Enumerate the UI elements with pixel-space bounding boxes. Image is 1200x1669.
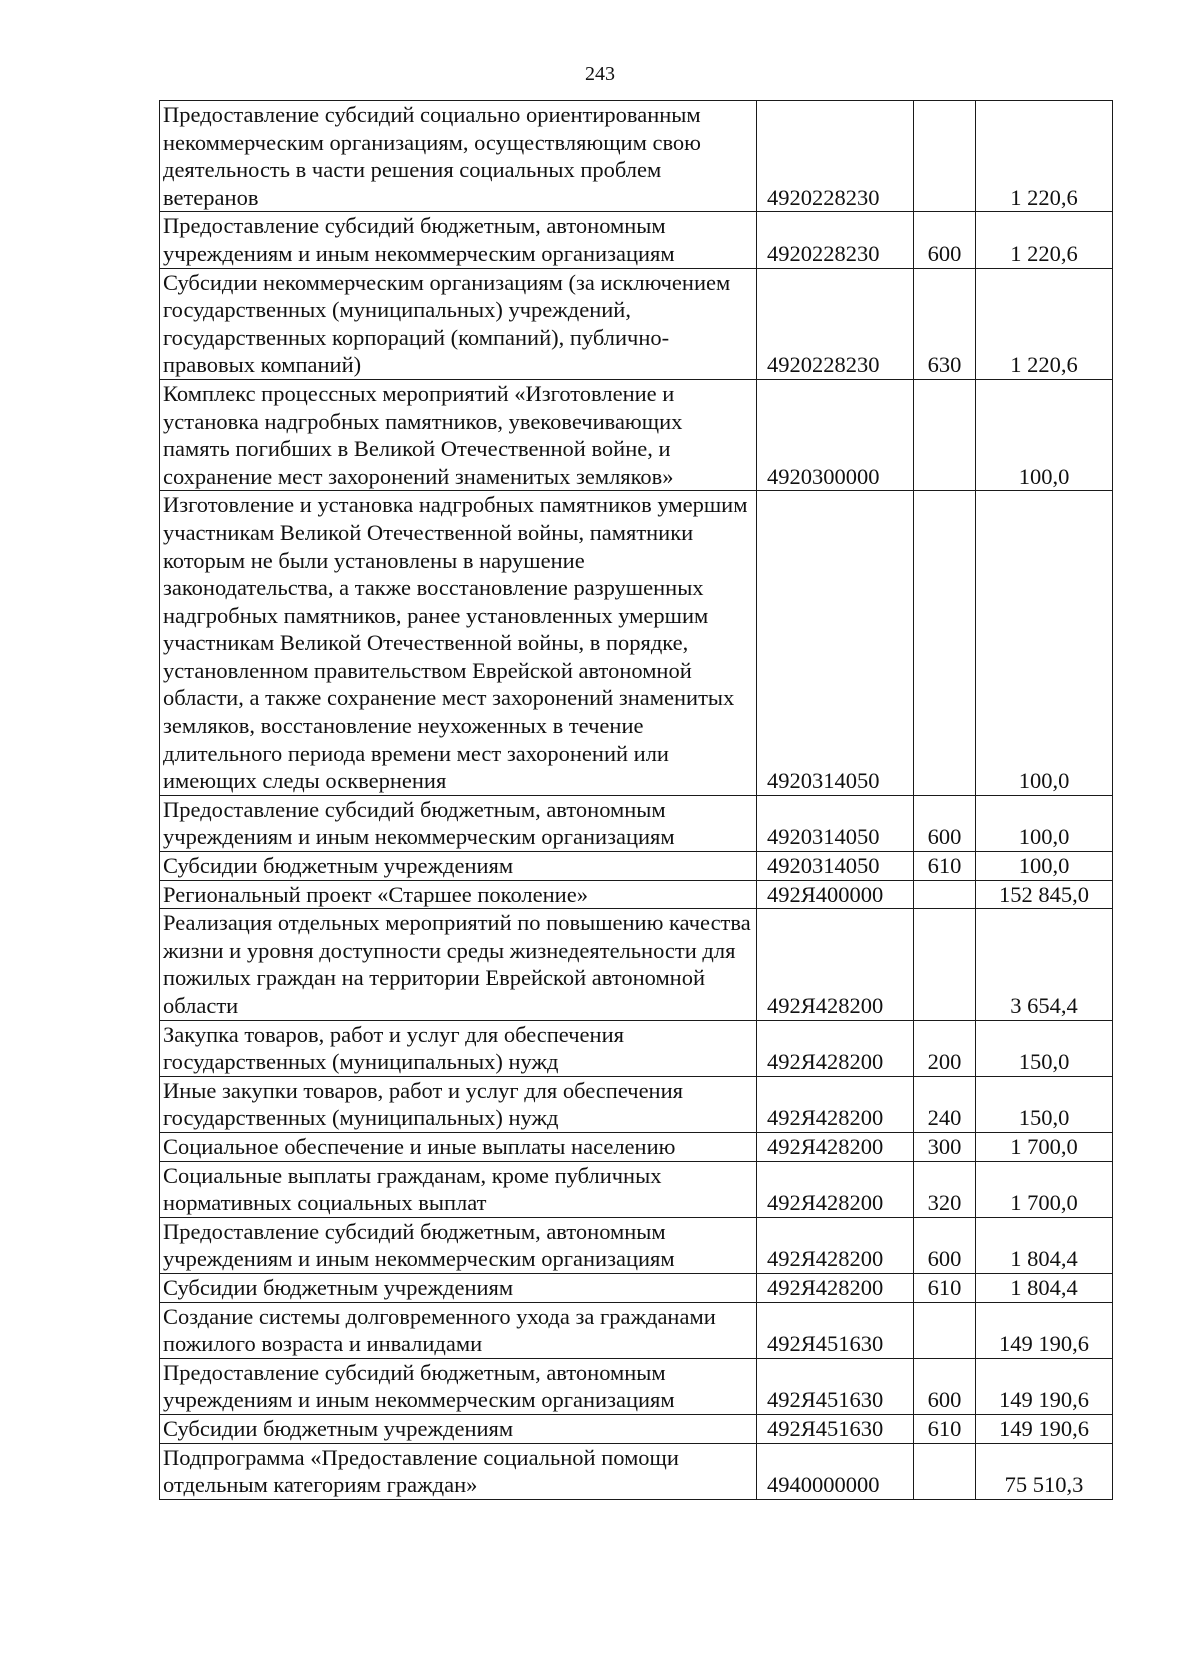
row-name-cell	[160, 1076, 757, 1132]
row-expense-type: 600	[914, 212, 976, 268]
table-row	[160, 1020, 1113, 1076]
row-name-cell	[160, 101, 757, 212]
page-number: 243	[585, 63, 615, 85]
row-expense-type	[914, 1443, 976, 1499]
table-row	[160, 880, 1113, 909]
row-code: 4920314050	[757, 795, 914, 851]
row-amount: 100,0	[976, 795, 1113, 851]
table-row	[160, 795, 1113, 851]
row-expense-type: 610	[914, 1414, 976, 1443]
row-amount: 1 804,4	[976, 1273, 1113, 1302]
row-name: Предоставление субсидий бюджетным, автономным учреждениям и иным некоммерческим организациям	[163, 1218, 675, 1272]
row-name-cell	[160, 1161, 757, 1217]
row-expense-type	[914, 101, 976, 212]
row-code: 4920228230	[757, 101, 914, 212]
table-row	[160, 268, 1113, 379]
row-expense-type: 600	[914, 1358, 976, 1414]
row-name-cell	[160, 880, 757, 909]
table-row	[160, 1076, 1113, 1132]
table-row	[160, 1217, 1113, 1273]
table-row	[160, 1414, 1113, 1443]
row-expense-type	[914, 880, 976, 909]
row-expense-type	[914, 491, 976, 796]
row-code: 492Я428200	[757, 1020, 914, 1076]
table-row	[160, 1273, 1113, 1302]
row-expense-type	[914, 1302, 976, 1358]
table-row	[160, 1132, 1113, 1161]
row-expense-type: 600	[914, 795, 976, 851]
row-expense-type: 610	[914, 852, 976, 881]
row-expense-type: 600	[914, 1217, 976, 1273]
table-row	[160, 1302, 1113, 1358]
row-name-cell	[160, 212, 757, 268]
row-name: Создание системы долговременного ухода за гражданами пожилого возраста и инвалидами	[163, 1303, 716, 1357]
row-code: 4920300000	[757, 379, 914, 490]
row-name: Субсидии бюджетным учреждениям	[163, 853, 514, 879]
row-expense-type: 240	[914, 1076, 976, 1132]
row-amount: 1 220,6	[976, 212, 1113, 268]
row-name-cell	[160, 491, 757, 796]
row-name-cell	[160, 1273, 757, 1302]
budget-table-body	[160, 101, 1113, 1500]
row-amount: 1 700,0	[976, 1161, 1113, 1217]
row-code: 492Я428200	[757, 1132, 914, 1161]
row-code: 4920314050	[757, 491, 914, 796]
row-amount: 150,0	[976, 1076, 1113, 1132]
row-expense-type: 300	[914, 1132, 976, 1161]
budget-table	[159, 100, 1113, 1500]
table-row	[160, 1358, 1113, 1414]
row-code: 4940000000	[757, 1443, 914, 1499]
row-name-cell	[160, 379, 757, 490]
row-amount: 150,0	[976, 1020, 1113, 1076]
row-name-cell	[160, 1443, 757, 1499]
row-code: 492Я451630	[757, 1302, 914, 1358]
row-name: Комплекс процессных мероприятий «Изготовление и установка надгробных памятников, увековечивающих память погибших в Великой Отечественной войне, и сохранение мест захоронений знаменитых земляков»	[163, 380, 683, 489]
row-code: 492Я428200	[757, 1217, 914, 1273]
row-amount: 152 845,0	[976, 880, 1113, 909]
row-amount: 1 220,6	[976, 101, 1113, 212]
row-name-cell	[160, 1020, 757, 1076]
table-row	[160, 909, 1113, 1020]
table-row	[160, 1161, 1113, 1217]
row-expense-type	[914, 379, 976, 490]
row-name-cell	[160, 909, 757, 1020]
row-name: Субсидии некоммерческим организациям (за исключением государственных (муниципальных) учреждений, государственных корпораций (компаний), публично-правовых компаний)	[163, 269, 731, 378]
row-code: 492Я428200	[757, 1161, 914, 1217]
row-code: 492Я451630	[757, 1358, 914, 1414]
row-amount: 100,0	[976, 852, 1113, 881]
row-amount: 1 220,6	[976, 268, 1113, 379]
row-amount: 100,0	[976, 379, 1113, 490]
row-name-cell	[160, 795, 757, 851]
row-name-cell	[160, 268, 757, 379]
row-name: Подпрограмма «Предоставление социальной помощи отдельным категориям граждан»	[163, 1444, 679, 1498]
row-amount: 3 654,4	[976, 909, 1113, 1020]
row-name: Субсидии бюджетным учреждениям	[163, 1415, 514, 1441]
table-row	[160, 491, 1113, 796]
table-row	[160, 101, 1113, 212]
row-expense-type: 630	[914, 268, 976, 379]
row-name: Реализация отдельных мероприятий по повышению качества жизни и уровня доступности среды жизнедеятельности для пожилых граждан на территории Еврейской автономной области	[163, 910, 751, 1018]
row-name: Социальные выплаты гражданам, кроме публичных нормативных социальных выплат	[163, 1162, 662, 1216]
row-expense-type: 200	[914, 1020, 976, 1076]
row-code: 492Я428200	[757, 909, 914, 1020]
row-code: 4920228230	[757, 268, 914, 379]
row-expense-type	[914, 909, 976, 1020]
row-name-cell	[160, 852, 757, 881]
row-code: 4920228230	[757, 212, 914, 268]
row-amount: 100,0	[976, 491, 1113, 796]
row-name-cell	[160, 1302, 757, 1358]
row-amount: 149 190,6	[976, 1358, 1113, 1414]
row-amount: 75 510,3	[976, 1443, 1113, 1499]
row-code: 492Я428200	[757, 1273, 914, 1302]
row-name: Социальное обеспечение и иные выплаты населению	[163, 1133, 676, 1159]
row-name: Закупка товаров, работ и услуг для обеспечения государственных (муниципальных) нужд	[163, 1021, 624, 1075]
row-expense-type: 610	[914, 1273, 976, 1302]
row-amount: 149 190,6	[976, 1302, 1113, 1358]
row-name: Иные закупки товаров, работ и услуг для обеспечения государственных (муниципальных) нужд	[163, 1077, 683, 1131]
row-expense-type: 320	[914, 1161, 976, 1217]
table-row	[160, 212, 1113, 268]
row-name-cell	[160, 1217, 757, 1273]
table-row	[160, 1443, 1113, 1499]
table-row	[160, 852, 1113, 881]
row-amount: 1 804,4	[976, 1217, 1113, 1273]
row-name: Предоставление субсидий бюджетным, автономным учреждениям и иным некоммерческим организациям	[163, 1359, 675, 1413]
row-name: Изготовление и установка надгробных памятников умершим участникам Великой Отечественной войны, памятники которым не были установлены в нарушение законодательства, а также восстановление разрушенных надгробных памятников, ранее установленных умершим участникам Великой Отечественной войны, в порядке, установленном правительством Еврейской автономной области, а также сохранение мест захоронений знаменитых земляков, восстановление неухоженных в течение длительного периода времени мест захоронений или имеющих следы осквернения	[163, 492, 748, 794]
row-name: Предоставление субсидий бюджетным, автономным учреждениям и иным некоммерческим организациям	[163, 213, 675, 266]
row-name: Субсидии бюджетным учреждениям	[163, 1274, 514, 1300]
row-name: Предоставление субсидий бюджетным, автономным учреждениям и иным некоммерческим организациям	[163, 796, 675, 850]
row-code: 492Я400000	[757, 880, 914, 909]
row-code: 4920314050	[757, 852, 914, 881]
row-name-cell	[160, 1132, 757, 1161]
table-row	[160, 379, 1113, 490]
row-name-cell	[160, 1414, 757, 1443]
row-code: 492Я451630	[757, 1414, 914, 1443]
row-name: Предоставление субсидий социально ориентированным некоммерческим организациям, осуществляющим свою деятельность в части решения социальных проблем ветеранов	[163, 102, 701, 210]
row-amount: 1 700,0	[976, 1132, 1113, 1161]
row-name: Региональный проект «Старшее поколение»	[163, 881, 588, 907]
row-code: 492Я428200	[757, 1076, 914, 1132]
row-amount: 149 190,6	[976, 1414, 1113, 1443]
row-name-cell	[160, 1358, 757, 1414]
